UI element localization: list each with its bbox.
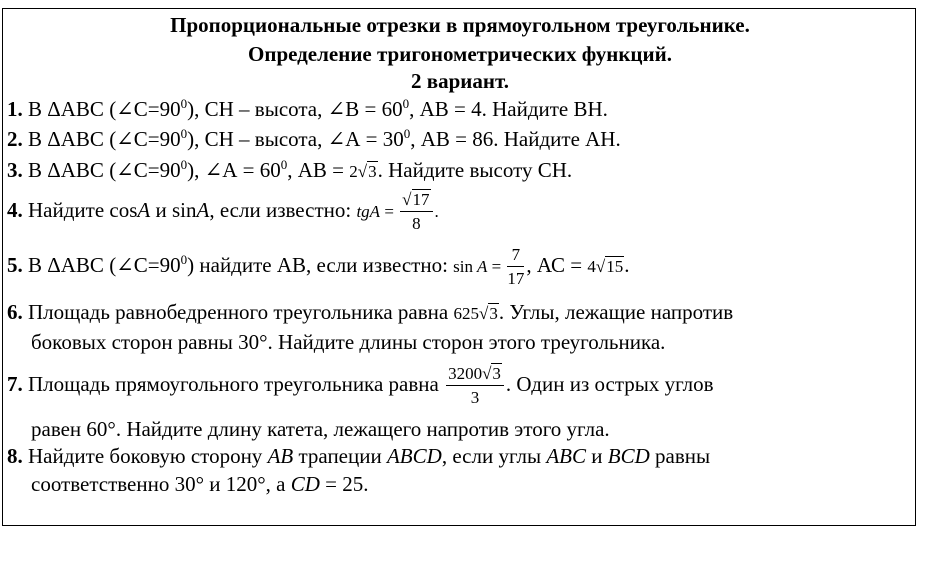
problem-7-line-2: равен 60°. Найдите длину катета, лежащего напротив этого угла. [31, 417, 610, 441]
problem-4 [7, 190, 439, 234]
problem-text: В ΔАВС (∠С=90 [28, 158, 181, 182]
degree-sup: 0 [180, 126, 188, 141]
problem-text: Найдите боковую сторону [28, 444, 268, 468]
sin-function: sin [453, 256, 473, 276]
angle-variable: A [473, 256, 488, 276]
problem-text: ), СН – высота, ∠А = 30 [187, 127, 404, 151]
segment-label: AB [267, 444, 294, 468]
problem-text: . Найдите высоту СН. [377, 158, 573, 182]
angle-variable: A [196, 197, 210, 222]
problem-7 [7, 364, 714, 408]
degree-sup: 0 [403, 126, 411, 141]
problem-number: 7. [7, 371, 23, 396]
problem-text: В ΔАВС (∠С=90 [28, 127, 181, 151]
radicand: 15 [606, 256, 624, 276]
sqrt-coefficient: 2 [349, 162, 358, 181]
degree-sup: 0 [180, 251, 188, 267]
period: . [434, 201, 439, 221]
sine-fraction [507, 245, 524, 289]
problem-6 [7, 300, 733, 325]
equals-sign: = [380, 201, 399, 221]
sqrt-coefficient: 4 [587, 256, 596, 276]
problem-text: Площадь равнобедренного треугольника равна [28, 300, 454, 324]
problem-8 [7, 444, 710, 469]
problem-2 [7, 127, 621, 152]
problem-number: 1. [7, 97, 23, 121]
problem-text: , АС = [526, 252, 588, 277]
problem-number: 3. [7, 158, 23, 182]
problem-text: ), СН – высота, ∠В = 60 [187, 97, 403, 121]
sin-function: sin [171, 197, 197, 222]
problem-text: , АВ = [287, 158, 350, 182]
radicand: 3 [489, 304, 498, 323]
sqrt-coefficient: 625 [453, 304, 479, 323]
problem-text: . Углы, лежащие напротив [498, 300, 734, 324]
problem-8-line-2 [31, 472, 369, 497]
sqrt-expression: √15 [595, 256, 624, 276]
problem-text: = 25. [319, 472, 369, 496]
problem-text: ), ∠А = 60 [187, 158, 281, 182]
numerator: 7 [507, 245, 524, 267]
problem-number: 6. [7, 300, 23, 324]
radicand: 3 [368, 162, 377, 181]
sqrt-expression: √3 [482, 364, 501, 383]
problem-5 [7, 245, 630, 289]
problem-text: , АВ = 4. Найдите ВН. [409, 97, 608, 121]
problem-text: , если известно: [209, 197, 357, 222]
segment-label: CD [290, 472, 320, 496]
problem-number: 8. [7, 444, 23, 468]
equals-sign: = [487, 256, 506, 276]
problem-text: В ΔАВС (∠С=90 [28, 97, 181, 121]
problem-text: , АВ = 86. Найдите АН. [410, 127, 621, 151]
problem-text: соответственно 30° и 120°, а [31, 472, 291, 496]
sqrt-expression: √3 [478, 304, 498, 323]
denominator: 8 [412, 214, 421, 233]
problem-text: трапеции [293, 444, 387, 468]
problem-text: , если углы [441, 444, 547, 468]
radicand: 3 [492, 364, 501, 383]
area-fraction [446, 364, 504, 408]
problem-text: В ΔАВС (∠С=90 [28, 252, 181, 277]
sqrt-expression: √17 [402, 190, 430, 209]
tangent-fraction [400, 190, 432, 234]
cos-function: cos [109, 197, 138, 222]
variant-label: 2 вариант. [411, 69, 509, 93]
angle-label: ABC [546, 444, 587, 468]
problem-text: . Один из острых углов [505, 371, 714, 396]
degree-sup: 0 [180, 96, 188, 111]
angle-label: BCD [607, 444, 650, 468]
degree-sup: 0 [402, 96, 410, 111]
trapezoid-label: ABCD [386, 444, 442, 468]
denominator: 3 [470, 388, 480, 407]
degree-sup: 0 [180, 157, 188, 172]
sqrt-coefficient: 3200 [448, 364, 483, 383]
sqrt-expression: √3 [357, 162, 377, 181]
problem-6-line-2: боковых сторон равны 30°. Найдите длины сторон этого треугольника. [31, 330, 666, 354]
title-line-1: Пропорциональные отрезки в прямоугольном треугольнике. [170, 13, 750, 37]
problem-number: 4. [7, 197, 23, 222]
problem-text: и [150, 197, 172, 222]
radicand: 17 [412, 190, 430, 209]
problem-text: Площадь прямоугольного треугольника равна [28, 371, 445, 396]
problem-text: равны [649, 444, 711, 468]
period: . [624, 252, 630, 277]
angle-variable: A [137, 197, 151, 222]
problem-3 [7, 158, 572, 183]
problem-text: и [586, 444, 608, 468]
problem-text: ) найдите АВ, если известно: [187, 252, 454, 277]
tangent-expression: tgA [356, 201, 381, 221]
degree-sup: 0 [280, 157, 288, 172]
denominator: 17 [507, 269, 525, 288]
problem-number: 5. [7, 252, 23, 277]
title-line-2: Определение тригонометрических функций. [248, 42, 672, 66]
problem-1 [7, 97, 608, 122]
problem-number: 2. [7, 127, 23, 151]
problem-text: Найдите [28, 197, 110, 222]
